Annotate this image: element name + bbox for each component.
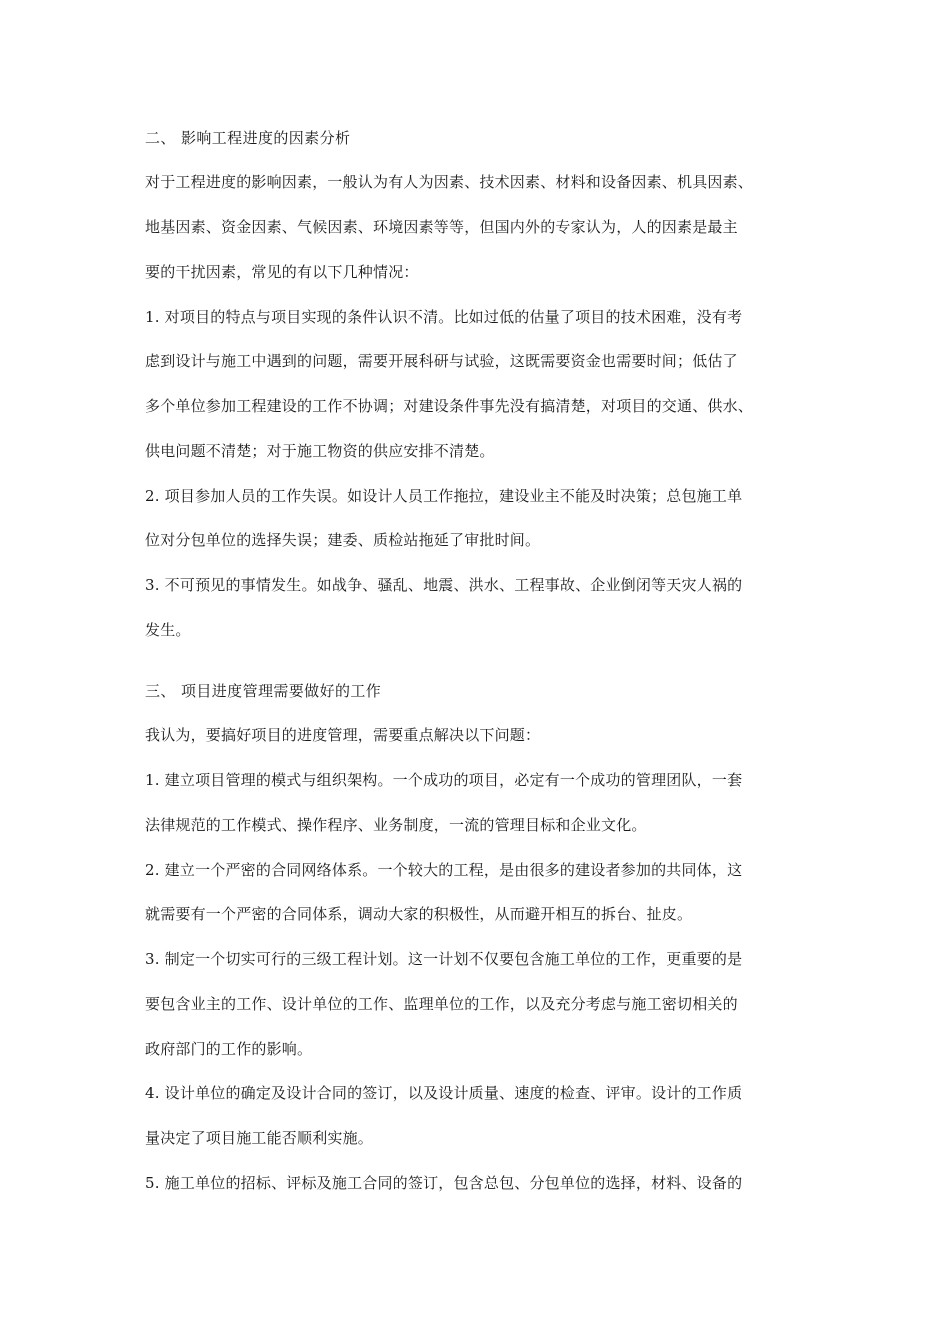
list-item-line: 1. 对项目的特点与项目实现的条件认识不清。比如过低的估量了项目的技术困难，没有考 <box>145 308 743 326</box>
list-item-line: 发生。 <box>145 621 191 639</box>
list-item-line: 要包含业主的工作、设计单位的工作、监理单位的工作，以及充分考虑与施工密切相关的 <box>145 995 738 1013</box>
section-heading: 二、 影响工程进度的因素分析 <box>145 129 351 147</box>
paragraph-line: 对于工程进度的影响因素，一般认为有人为因素、技术因素、材料和设备因素、机具因素、 <box>145 173 754 191</box>
list-item-line: 量决定了项目施工能否顺利实施。 <box>145 1129 374 1147</box>
list-item-line: 多个单位参加工程建设的工作不协调；对建设条件事先没有搞清楚，对项目的交通、供水、 <box>145 397 754 415</box>
list-item-line: 虑到设计与施工中遇到的问题，需要开展科研与试验，这既需要资金也需要时间；低估了 <box>145 352 738 370</box>
paragraph-line: 地基因素、资金因素、气候因素、环境因素等等，但国内外的专家认为，人的因素是最主 <box>145 218 738 236</box>
list-item-line: 2. 建立一个严密的合同网络体系。一个较大的工程，是由很多的建设者参加的共同体，这 <box>145 861 743 879</box>
list-item-line: 3. 制定一个切实可行的三级工程计划。这一计划不仅要包含施工单位的工作，更重要的是 <box>145 950 743 968</box>
list-item-line: 位对分包单位的选择失误；建委、质检站拖延了审批时间。 <box>145 531 541 549</box>
list-item-line: 3. 不可预见的事情发生。如战争、骚乱、地震、洪水、工程事故、企业倒闭等天灾人祸的 <box>145 576 743 594</box>
paragraph-line: 我认为，要搞好项目的进度管理，需要重点解决以下问题： <box>145 726 541 744</box>
section-heading: 三、 项目进度管理需要做好的工作 <box>145 682 382 700</box>
list-item-line: 5. 施工单位的招标、评标及施工合同的签订，包含总包、分包单位的选择，材料、设备的 <box>145 1174 743 1192</box>
list-item-line: 4. 设计单位的确定及设计合同的签订，以及设计质量、速度的检查、评审。设计的工作质 <box>145 1084 743 1102</box>
list-item-line: 法律规范的工作模式、操作程序、业务制度，一流的管理目标和企业文化。 <box>145 816 647 834</box>
list-item-line: 供电问题不清楚；对于施工物资的供应安排不清楚。 <box>145 442 495 460</box>
list-item-line: 政府部门的工作的影响。 <box>145 1040 313 1058</box>
list-item-line: 1. 建立项目管理的模式与组织架构。一个成功的项目，必定有一个成功的管理团队，一套 <box>145 771 743 789</box>
list-item-line: 就需要有一个严密的合同体系，调动大家的积极性，从而避开相互的拆台、扯皮。 <box>145 905 693 923</box>
list-item-line: 2. 项目参加人员的工作失误。如设计人员工作拖拉，建设业主不能及时决策；总包施工单 <box>145 487 743 505</box>
paragraph-line: 要的干扰因素，常见的有以下几种情况： <box>145 263 419 281</box>
